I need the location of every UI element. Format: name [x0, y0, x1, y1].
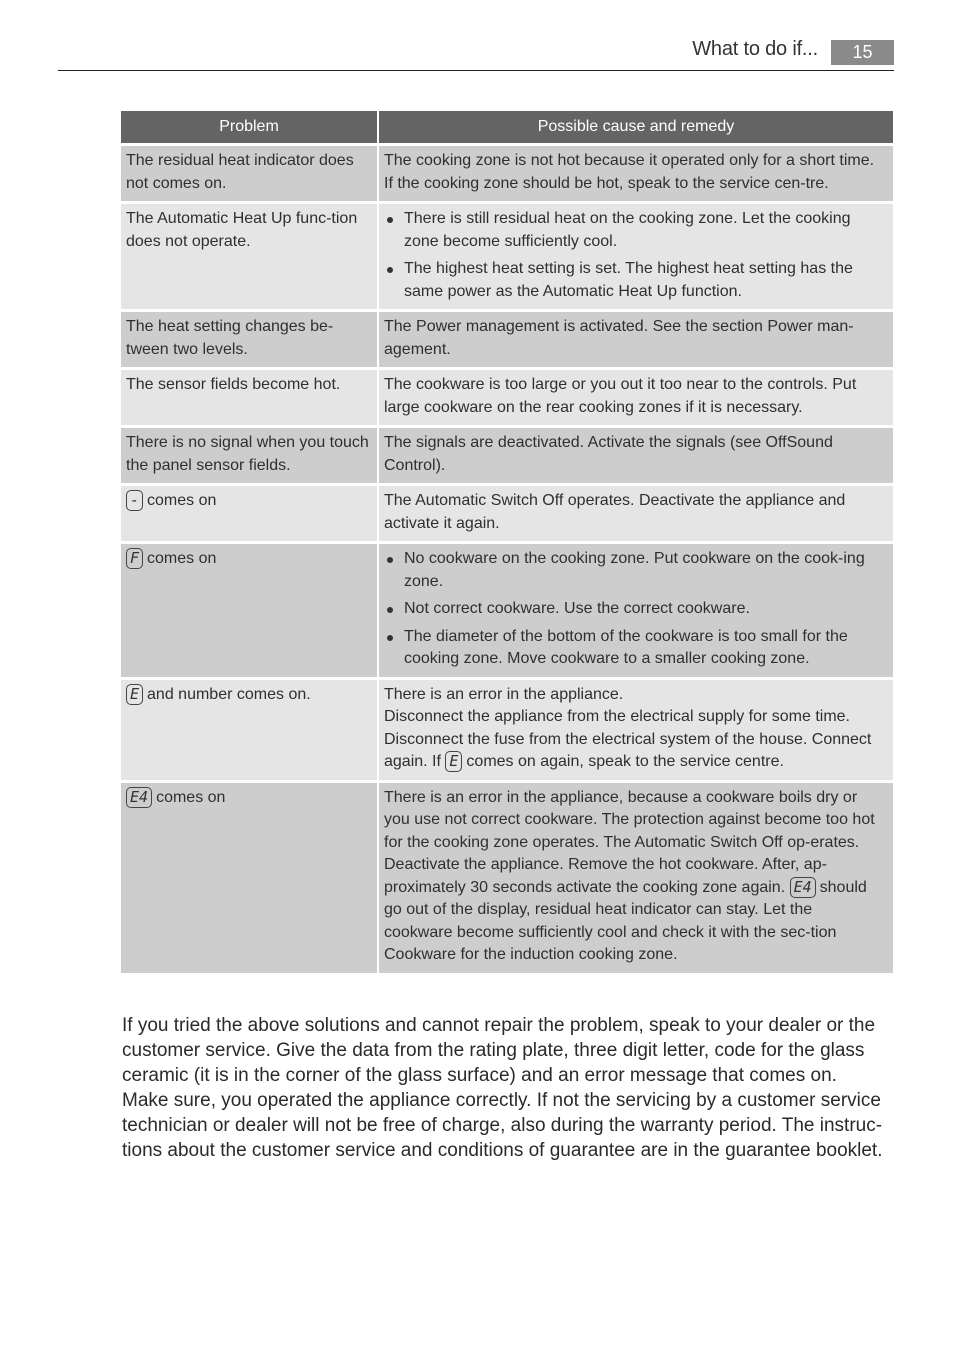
table-row: [121, 370, 893, 428]
remedy-cell: The cookware is too large or you out it too near to the controls. Put large cookware on the rear cooking zones if it is necessary.: [379, 370, 893, 428]
remedy-text-part: comes on again, speak to the service centre.: [466, 753, 784, 770]
remedy-cell: [379, 783, 893, 976]
problem-cell: The heat setting changes be-tween two levels.: [121, 312, 377, 370]
table-row: [121, 146, 893, 204]
problem-cell: [121, 486, 377, 544]
footer-paragraph: If you tried the above solutions and cannot repair the problem, speak to your dealer or the customer service. Give the data from the rating plate, three digit letter, code for the glass ceramic (it is in the corner of the glass surface) and an error message that comes on.: [122, 1015, 876, 1086]
bullet-text: There is still residual heat on the cooking zone. Let the cooking zone become sufficiently cool.: [404, 210, 851, 250]
remedy-bullet-list: [384, 548, 883, 671]
bullet-icon: [387, 217, 393, 223]
header-divider: [58, 70, 894, 71]
bullet-text: Not correct cookware. Use the correct cookware.: [404, 600, 750, 617]
troubleshooting-table: [119, 111, 895, 976]
remedy-text: [384, 854, 883, 967]
table-row: [121, 486, 893, 544]
table-header-row: [121, 111, 893, 146]
section-title: What to do if...: [692, 38, 818, 60]
table-row: [121, 428, 893, 486]
display-symbol-icon: -: [126, 490, 143, 511]
bullet-text: The highest heat setting is set. The highest heat setting has the same power as the Automatic Heat Up function.: [404, 260, 853, 300]
list-item: [384, 598, 883, 621]
bullet-icon: [387, 267, 393, 273]
problem-text: comes on: [147, 492, 217, 509]
remedy-text: There is an error in the appliance, because a cookware boils dry or you use not correct cookware. The protection against become too hot for the cooking zone operates. The Automatic Switch Off op-erates.: [384, 788, 875, 851]
problem-cell: The sensor fields become hot.: [121, 370, 377, 428]
display-symbol-icon: F: [126, 548, 143, 569]
column-header-problem: Problem: [121, 111, 377, 146]
remedy-text: [384, 706, 883, 774]
problem-cell: There is no signal when you touch the panel sensor fields.: [121, 428, 377, 486]
display-symbol-icon: E: [445, 751, 462, 772]
remedy-cell: The signals are deactivated. Activate the signals (see OffSound Control).: [379, 428, 893, 486]
problem-text: comes on: [147, 550, 217, 567]
table-row: [121, 312, 893, 370]
bullet-icon: [387, 635, 393, 641]
column-header-remedy: Possible cause and remedy: [379, 111, 893, 146]
remedy-text-part: Disconnect the appliance from the electrical supply for some time. Disconnect the fuse from the electrical system of the house. Connect again. If: [384, 708, 872, 770]
list-item: [384, 208, 883, 253]
remedy-cell: The Power management is activated. See the section Power man-agement.: [379, 312, 893, 370]
list-item: [384, 258, 883, 303]
problem-text: comes on: [156, 788, 226, 806]
problem-cell: The Automatic Heat Up func-tion does not operate.: [121, 204, 377, 312]
bullet-icon: [387, 607, 393, 613]
remedy-cell: [379, 544, 893, 680]
remedy-text: There is an error in the appliance.: [384, 685, 624, 703]
display-symbol-icon: E: [126, 684, 143, 705]
list-item: [384, 626, 883, 671]
bullet-icon: [387, 557, 393, 563]
remedy-bullet-list: [384, 208, 883, 303]
remedy-cell: The Automatic Switch Off operates. Deactivate the appliance and activate it again.: [379, 486, 893, 544]
display-symbol-icon: E4: [126, 787, 152, 808]
remedy-cell: [379, 204, 893, 312]
table-row: [121, 544, 893, 680]
remedy-cell: The cooking zone is not hot because it operated only for a short time. If the cooking zone should be hot, speak to the service cen-tre.: [379, 146, 893, 204]
display-symbol-icon: E4: [790, 877, 816, 898]
table-row: [121, 783, 893, 976]
table-row: [121, 680, 893, 783]
footer-paragraph: Make sure, you operated the appliance correctly. If not the servicing by a customer service technician or dealer will not be free of charge, also during the warranty period. The instruc-tions about the customer service and conditions of guarantee are in the guarantee booklet.: [122, 1090, 883, 1161]
table-row: [121, 204, 893, 312]
problem-text: and number comes on.: [147, 685, 311, 703]
list-item: [384, 548, 883, 593]
remedy-text-part: Deactivate the appliance. Remove the hot cookware. After, ap-proximately 30 seconds activate the cooking zone again.: [384, 856, 827, 896]
problem-cell: [121, 680, 377, 783]
remedy-text-part: should go out of the display, residual heat indicator can stay. Let the cookware become sufficiently cool and check it with the sec-tion Cookware for the induction cooking zone.: [384, 878, 867, 963]
problem-cell: [121, 544, 377, 680]
bullet-text: The diameter of the bottom of the cookware is too small for the cooking zone. Move cookware to a smaller cooking zone.: [404, 627, 848, 667]
bullet-text: No cookware on the cooking zone. Put cookware on the cook-ing zone.: [404, 550, 865, 590]
remedy-cell: [379, 680, 893, 783]
footer-notes: [122, 1013, 897, 1163]
problem-cell: [121, 783, 377, 976]
page-number: 15: [831, 40, 894, 65]
problem-cell: The residual heat indicator does not comes on.: [121, 146, 377, 204]
